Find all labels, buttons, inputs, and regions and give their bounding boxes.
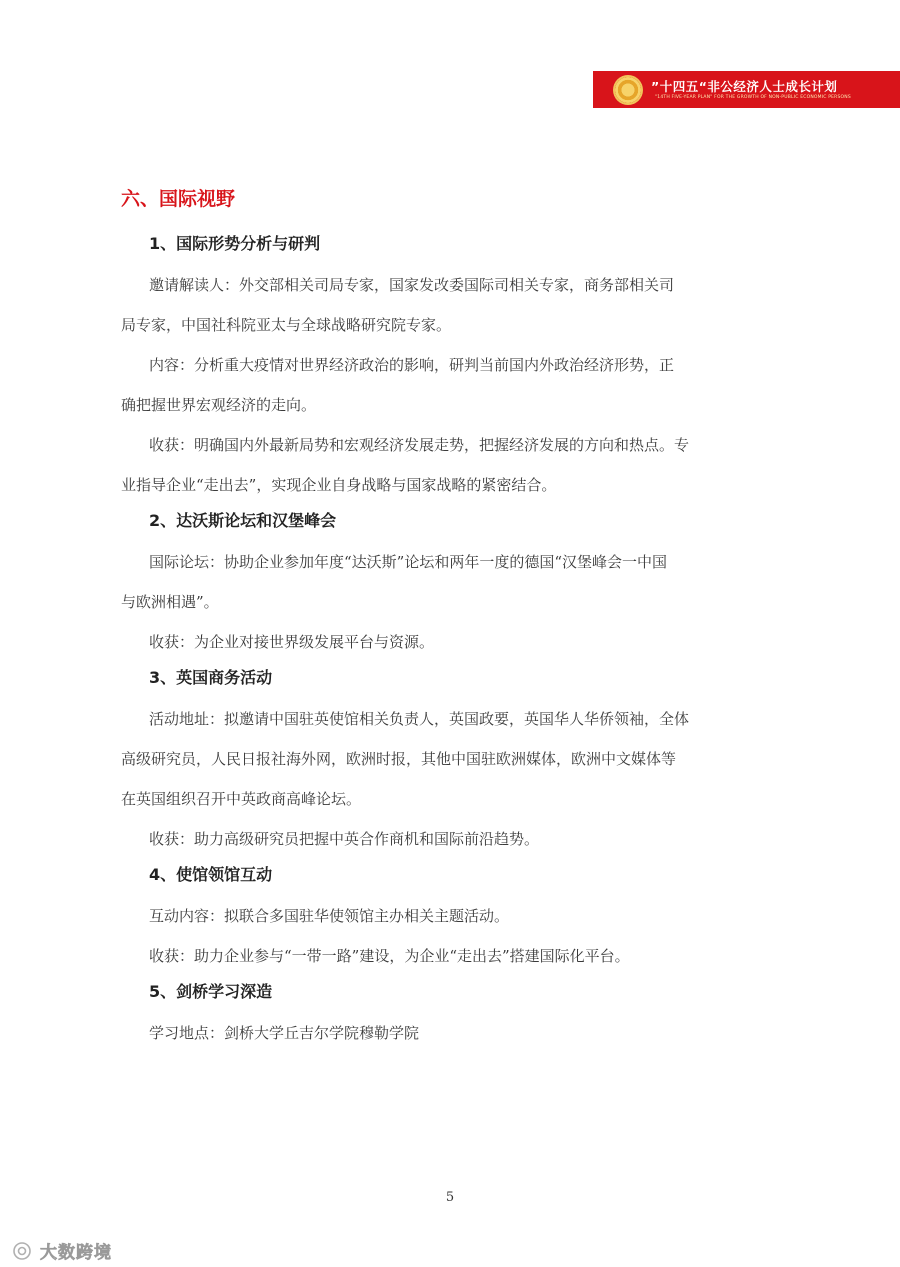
paragraph [121,699,794,819]
paragraph [149,1013,794,1053]
paragraph-line: 局专家，中国社科院亚太与全球战略研究院专家。 [121,316,452,334]
paragraph-line: 与欧洲相遇”。 [121,593,219,611]
paragraph-line: 收获：明确国内外最新局势和宏观经济发展走势，把握经济发展的方向和热点。专 [149,436,690,454]
paragraph-line: 活动地址：拟邀请中国驻英使馆相关负责人，英国政要，英国华人华侨领袖，全体 [149,710,690,728]
section-title: 六、国际视野 [121,188,236,210]
paragraph-line: 邀请解读人：外交部相关司局专家，国家发改委国际司相关专家，商务部相关司 [149,276,675,294]
subsection-heading: 5、剑桥学习深造 [149,982,273,1001]
paragraph-line: 学习地点：剑桥大学丘吉尔学院穆勒学院 [149,1024,420,1042]
subsection-heading: 3、英国商务活动 [149,668,273,687]
watermark-text: 大数跨境 [40,1243,112,1263]
banner-text [651,79,851,101]
banner-subtitle: "14TH FIVE-YEAR PLAN" FOR THE GROWTH OF NON-PUBLIC ECONOMIC PERSONS [655,94,851,100]
paragraph [149,622,794,662]
paragraph-line: 在英国组织召开中英政商高峰论坛。 [121,790,362,808]
subsection-heading: 4、使馆领馆互动 [149,865,273,884]
section-content [121,228,794,1053]
paragraph-line: 互动内容：拟联合多国驻华使领馆主办相关主题活动。 [149,907,510,925]
paragraph [121,345,794,425]
subsection-heading: 2、达沃斯论坛和汉堡峰会 [149,511,337,530]
subsection-heading: 1、国际形势分析与研判 [149,234,321,253]
paragraph-line: 收获：为企业对接世界级发展平台与资源。 [149,633,435,651]
paragraph-line: 国际论坛：协助企业参加年度“达沃斯”论坛和两年一度的德国“汉堡峰会一中国 [149,553,668,571]
watermark-logo-icon [12,1241,32,1261]
paragraph-line: 收获：助力企业参与“一带一路”建设，为企业“走出去”搭建国际化平台。 [149,947,630,965]
paragraph [149,936,794,976]
paragraph [121,265,794,345]
paragraph [121,542,794,622]
paragraph [121,425,794,505]
paragraph-line: 确把握世界宏观经济的走向。 [121,396,317,414]
paragraph-line: 收获：助力高级研究员把握中英合作商机和国际前沿趋势。 [149,830,540,848]
watermark [12,1238,112,1263]
emblem-seal-icon [615,77,641,103]
banner-title: ”十四五“非公经济人士成长计划 [651,78,838,94]
paragraph [149,896,794,936]
paragraph [149,819,794,859]
paragraph-line: 业指导企业“走出去”，实现企业自身战略与国家战略的紧密结合。 [121,476,557,494]
page-number: 5 [445,1190,455,1205]
paragraph-line: 内容：分析重大疫情对世界经济政治的影响，研判当前国内外政治经济形势，正 [149,356,675,374]
header-banner [593,71,900,108]
paragraph-line: 高级研究员，人民日报社海外网，欧洲时报，其他中国驻欧洲媒体，欧洲中文媒体等 [121,750,677,768]
